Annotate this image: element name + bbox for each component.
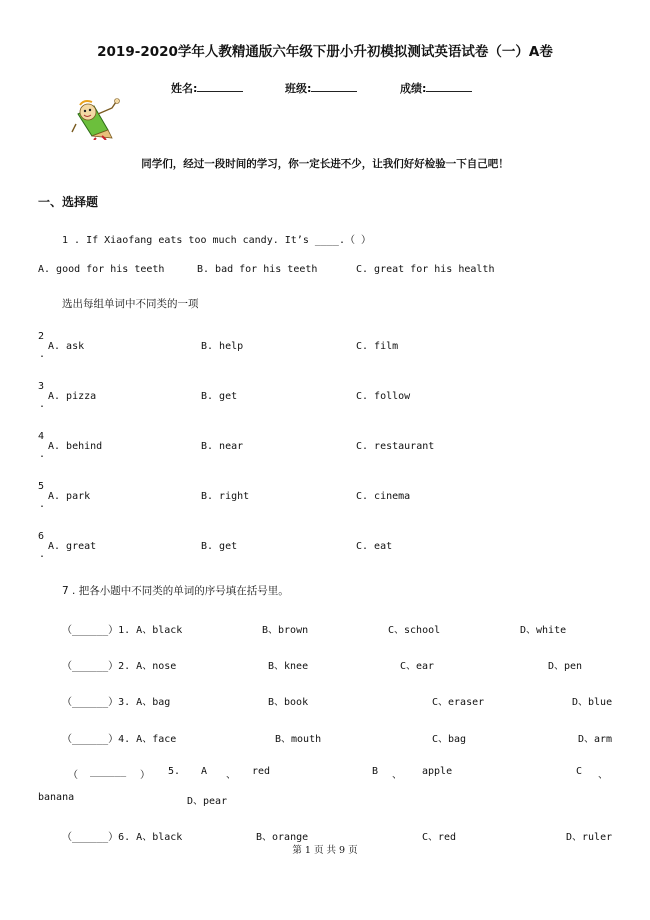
q7-row5-option-a-sep: 、 — [226, 770, 236, 781]
q2-option-c[interactable]: C. film — [356, 341, 399, 352]
q7-row5-option-b-letter[interactable]: B — [372, 766, 379, 777]
instruction-text: 选出每组单词中不同类的一项 — [62, 298, 199, 310]
q7-row5-paren-open: （ — [68, 770, 78, 781]
q3-option-a[interactable]: A. pizza — [48, 391, 97, 402]
q7-row3-option-d[interactable]: D、blue — [572, 697, 613, 708]
q7-row6-lead[interactable]: （______）6. A、black — [62, 832, 183, 843]
q7-row5-blank[interactable]: ______ — [90, 766, 127, 777]
q7-row5-option-b-sep: 、 — [392, 770, 402, 781]
score-field — [400, 80, 472, 96]
q7-row5-option-b-word[interactable]: apple — [422, 766, 453, 777]
q5-option-c[interactable]: C. cinema — [356, 491, 411, 502]
q7-row2-option-b[interactable]: B、knee — [268, 661, 309, 672]
q7-row6-option-c[interactable]: C、red — [422, 832, 457, 843]
q7-row1-option-c[interactable]: C、school — [388, 625, 441, 636]
q3-dot: . — [39, 399, 46, 410]
page-footer: 第 1 页 共 9 页 — [292, 845, 358, 856]
q7-row2-lead[interactable]: （______）2. A、nose — [62, 661, 177, 672]
pencil-mascot-icon — [68, 96, 128, 140]
q7-row5-option-c-word[interactable]: banana — [38, 792, 75, 803]
q1-stem: 1 . If Xiaofang eats too much candy. It’s ____.（ ） — [62, 235, 371, 246]
page-title: 2019-2020学年人教精通版六年级下册小升初模拟测试英语试卷（一）A卷 — [97, 44, 553, 60]
q4-dot: . — [39, 449, 46, 460]
q7-row2-option-c[interactable]: C、ear — [400, 661, 435, 672]
q5-number: 5 — [38, 481, 45, 492]
q5-dot: . — [39, 499, 46, 510]
q3-number: 3 — [38, 381, 45, 392]
name-field — [171, 80, 243, 96]
section-heading-choice: 一、选择题 — [38, 195, 99, 209]
q3-option-c[interactable]: C. follow — [356, 391, 411, 402]
q2-option-a[interactable]: A. ask — [48, 341, 85, 352]
q4-option-b[interactable]: B. near — [201, 441, 244, 452]
q1-option-b[interactable]: B. bad for his teeth — [197, 264, 318, 275]
q7-row4-lead[interactable]: （______）4. A、face — [62, 734, 177, 745]
score-blank[interactable] — [426, 80, 472, 92]
q2-option-b[interactable]: B. help — [201, 341, 244, 352]
q7-row5-number: 5. — [168, 766, 181, 777]
q4-number: 4 — [38, 431, 45, 442]
q7-row4-option-b[interactable]: B、mouth — [275, 734, 322, 745]
class-label: 班级: — [285, 82, 312, 95]
q7-row5-paren-close: ） — [140, 770, 150, 781]
q7-row5-option-a-word[interactable]: red — [252, 766, 271, 777]
q7-row3-option-c[interactable]: C、eraser — [432, 697, 485, 708]
q6-dot: . — [39, 549, 46, 560]
greeting-text: 同学们，经过一段时间的学习，你一定长进不少，让我们好好检验一下自己吧！ — [141, 158, 509, 170]
q7-row4-option-c[interactable]: C、bag — [432, 734, 467, 745]
q6-number: 6 — [38, 531, 45, 542]
name-label: 姓名: — [171, 82, 198, 95]
q7-row1-lead[interactable]: （______）1. A、black — [62, 625, 183, 636]
q7-row6-option-d[interactable]: D、ruler — [566, 832, 613, 843]
q1-option-a[interactable]: A. good for his teeth — [38, 264, 165, 275]
q7-row5-option-a-letter[interactable]: A — [201, 766, 208, 777]
class-blank[interactable] — [311, 80, 357, 92]
score-label: 成绩: — [400, 82, 427, 95]
q3-option-b[interactable]: B. get — [201, 391, 238, 402]
q7-row3-option-b[interactable]: B、book — [268, 697, 309, 708]
q5-option-b[interactable]: B. right — [201, 491, 250, 502]
q5-option-a[interactable]: A. park — [48, 491, 91, 502]
q7-row4-option-d[interactable]: D、arm — [578, 734, 613, 745]
q7-row2-option-d[interactable]: D、pen — [548, 661, 583, 672]
q7-row5-option-c-sep: 、 — [598, 770, 608, 781]
q7-row1-option-d[interactable]: D、white — [520, 625, 567, 636]
q2-dot: . — [39, 349, 46, 360]
q7-stem: 7 . 把各小题中不同类的单词的序号填在括号里。 — [62, 585, 289, 597]
class-field — [285, 80, 357, 96]
q6-option-a[interactable]: A. great — [48, 541, 97, 552]
q1-option-c[interactable]: C. great for his health — [356, 264, 495, 275]
q4-option-a[interactable]: A. behind — [48, 441, 103, 452]
q7-row1-option-b[interactable]: B、brown — [262, 625, 309, 636]
q7-row5-option-c-letter[interactable]: C — [576, 766, 583, 777]
name-blank[interactable] — [197, 80, 243, 92]
q7-row6-option-b[interactable]: B、orange — [256, 832, 309, 843]
q6-option-b[interactable]: B. get — [201, 541, 238, 552]
q7-row5-option-d[interactable]: D、pear — [187, 796, 228, 807]
q2-number: 2 — [38, 331, 45, 342]
q7-row3-lead[interactable]: （______）3. A、bag — [62, 697, 171, 708]
q4-option-c[interactable]: C. restaurant — [356, 441, 435, 452]
q6-option-c[interactable]: C. eat — [356, 541, 393, 552]
